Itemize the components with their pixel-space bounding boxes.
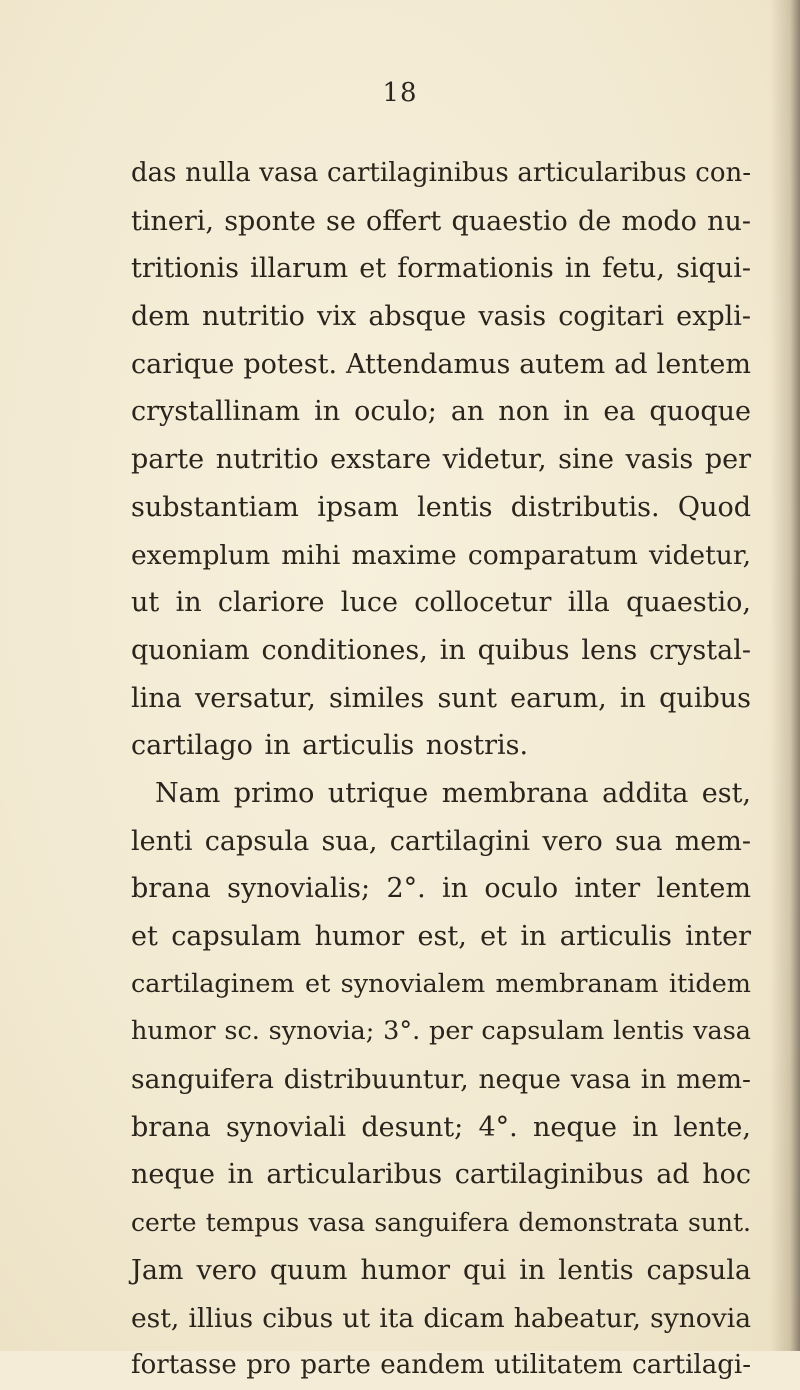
text-line: neque in articularibus cartilaginibus ad hoc — [131, 1159, 751, 1191]
text-line: lina versatur, similes sunt earum, in quibus — [131, 682, 751, 714]
text-line: dem nutritio vix absque vasis cogitari expli- — [131, 301, 751, 333]
text-line: cartilago in articulis nostris. — [131, 730, 529, 762]
text-line: Jam vero quum humor qui in lentis capsula — [131, 1254, 751, 1286]
body-text — [131, 150, 751, 1390]
text-line: cartilaginem et synovialem membranam itidem — [131, 968, 751, 999]
text-line: brana synoviali desunt; 4°. neque in lente, — [131, 1111, 751, 1143]
text-line: tritionis illarum et formationis in fetu, siqui- — [131, 253, 751, 285]
text-line: brana synovialis; 2°. in oculo inter lentem — [131, 873, 751, 905]
text-line: tineri, sponte se offert quaestio de modo nu- — [131, 205, 751, 237]
text-line: lenti capsula sua, cartilagini vero sua mem- — [131, 825, 751, 857]
text-line: ut in clariore luce collocetur illa quaestio, — [131, 587, 751, 619]
text-line: certe tempus vasa sanguifera demonstrata sunt. — [131, 1208, 751, 1238]
text-line: das nulla vasa cartilaginibus articularibus con- — [131, 158, 751, 188]
text-line: quoniam conditiones, in quibus lens crystal- — [131, 634, 751, 666]
text-line: parte nutritio exstare videtur, sine vasis per — [131, 444, 751, 476]
text-line: substantiam ipsam lentis distributis. Quod — [131, 491, 751, 523]
text-line: et capsulam humor est, et in articulis inter — [131, 921, 751, 952]
text-line: sanguifera distribuuntur, neque vasa in mem- — [131, 1064, 751, 1096]
text-line: humor sc. synovia; 3°. per capsulam lentis vasa — [131, 1016, 751, 1047]
text-line: est, illius cibus ut ita dicam habeatur, synovia — [131, 1302, 751, 1334]
page-number: 18 — [382, 78, 418, 108]
text-line: exemplum mihi maxime comparatum videtur, — [131, 539, 751, 571]
text-line: fortasse pro parte eandem utilitatem cartilagi- — [131, 1350, 751, 1381]
text-line: Nam primo utrique membrana addita est, — [155, 777, 751, 809]
text-line: crystallinam in oculo; an non in ea quoque — [131, 396, 751, 428]
text-line: carique potest. Attendamus autem ad lentem — [131, 348, 751, 380]
